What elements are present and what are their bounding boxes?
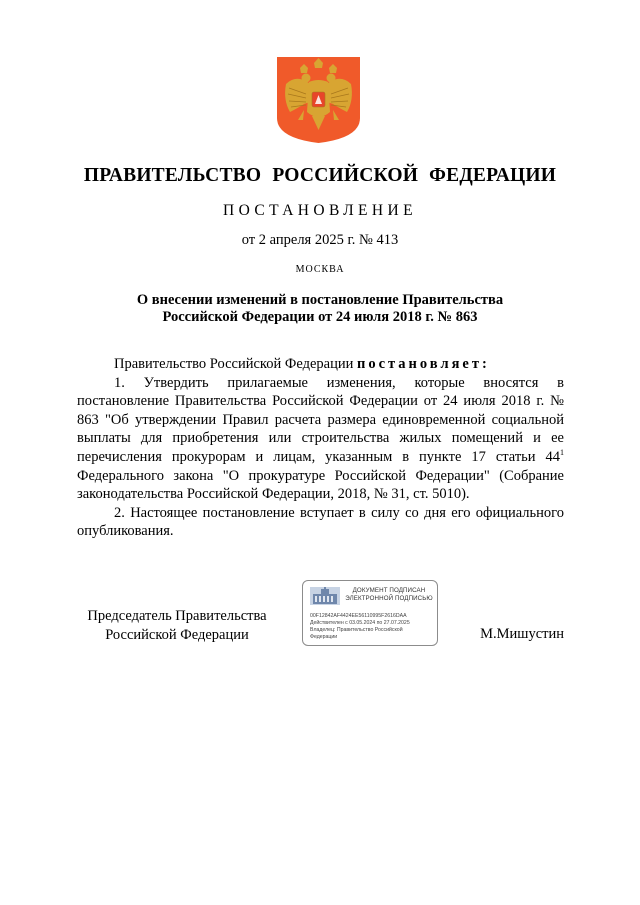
preamble-text: Правительство Российской Федерации <box>114 356 354 372</box>
stamp-title <box>343 587 435 603</box>
stamp-owner-line-2: Федерации <box>310 634 338 640</box>
item-1-paragraph <box>77 374 564 504</box>
decides-word: постановляет: <box>356 356 490 372</box>
document-title <box>0 292 640 326</box>
document-date-number: от 2 апреля 2025 г. № 413 <box>241 232 399 248</box>
stamp-owner-line-1: Владелец: Правительство Российской <box>310 627 403 633</box>
signer-position <box>77 607 277 644</box>
electronic-signature-stamp <box>302 580 438 646</box>
item-2-paragraph: 2. Настоящее постановление вступает в силу со дня его официального опубликования. <box>77 504 564 540</box>
document-body <box>77 355 564 541</box>
item-1-text-part-1: 1. Утвердить прилагаемые изменения, которые вносятся в постановление Правительства Российской Федерации от 24 июля 2018 г. № 863 "Об утверждении Правил расчета размера единовременной социальной выплаты для приобретения или строительства жилых помещений и ее перечисления прокурорам и лицам, указанным в пункте 17 статьи 44 <box>77 374 564 465</box>
stamp-title-line-2: ЭЛЕКТРОННОЙ ПОДПИСЬЮ <box>345 595 433 602</box>
signer-position-line-1: Председатель Правительства <box>87 608 267 624</box>
stamp-validity: Действителен с 03.05.2024 по 27.07.2025 <box>310 620 410 626</box>
document-type: ПОСТАНОВЛЕНИЕ <box>223 202 417 219</box>
signer-name: М.Мишустин <box>480 626 564 642</box>
preamble-paragraph <box>77 355 564 374</box>
item-1-superscript: 1 <box>560 448 564 458</box>
stamp-certificate: 00F12842AF4424EE56110995F2616DAA <box>310 613 407 619</box>
item-1-text-part-2: Федерального закона "О прокуратуре Российской Федерации" (Собрание законодательства Российской Федерации, 2018, № 31, ст. 5010). <box>77 467 564 503</box>
signer-position-line-2: Российской Федерации <box>105 626 249 643</box>
stamp-title-line-1: ДОКУМЕНТ ПОДПИСАН <box>352 587 426 594</box>
document-title-line-2: Российской Федерации от 24 июля 2018 г. № 863 <box>162 309 478 325</box>
coat-of-arms-icon <box>276 56 361 144</box>
organization-name: ПРАВИТЕЛЬСТВО РОССИЙСКОЙ ФЕДЕРАЦИИ <box>83 165 557 186</box>
document-title-line-1: О внесении изменений в постановление Правительства <box>136 292 504 308</box>
document-city: МОСКВА <box>295 264 345 275</box>
government-building-icon <box>310 587 340 605</box>
